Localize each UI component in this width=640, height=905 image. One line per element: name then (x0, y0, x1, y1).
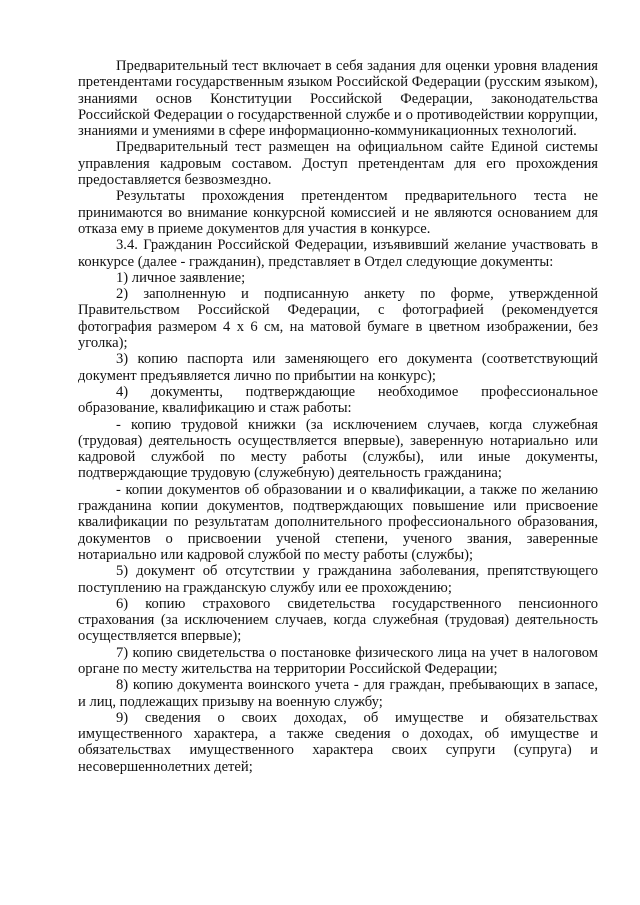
paragraph-section-3-4: 3.4. Гражданин Российской Федерации, изъявивший желание участвовать в конкурсе (далее - гражданин), представляет в Отдел следующие документы: (78, 237, 598, 270)
paragraph-test-content: Предварительный тест включает в себя задания для оценки уровня владения претендентами государственным языком Российской Федерации (русским языком), знаниями основ Конституции Российской Федерации, законодательства Российской Федерации о государственной службе и о противодействии коррупции, знаниями и умениями в сфере информационно-коммуникационных технологий. (78, 58, 598, 140)
list-subitem-work-book: - копию трудовой книжки (за исключением случаев, когда служебная (трудовая) деятельность осуществляется впервые), заверенную нотариально или кадровой службой по месту работы (службы), или иные документы, подтверждающие трудовую (служебную) деятельность гражданина; (78, 416, 598, 482)
paragraph-test-location: Предварительный тест размещен на официальном сайте Единой системы управления кадровым составом. Доступ претендентам для его прохождения предоставляется безвозмездно. (78, 139, 598, 189)
document-page (78, 58, 598, 775)
list-item-2: 2) заполненную и подписанную анкету по форме, утвержденной Правительством Российской Федерации, с фотографией (рекомендуется фотография размером 4 х 6 см, на матовой бумаге в цветном изображении, без уголка); (78, 286, 598, 352)
list-item-6: 6) копию страхового свидетельства государственного пенсионного страхования (за исключением случаев, когда служебная (трудовая) деятельность осуществляется впервые); (78, 595, 598, 645)
list-subitem-education: - копии документов об образовании и о квалификации, а также по желанию гражданина копии документов, подтверждающих повышение или присвоение квалификации по результатам дополнительного профессионального образования, документов о присвоении ученой степени, ученого звания, заверенные нотариально или кадровой службой по месту работы (службы); (78, 481, 598, 563)
list-item-8: 8) копию документа воинского учета - для граждан, пребывающих в запасе, и лиц, подлежащих призыву на военную службу; (78, 677, 598, 710)
list-item-5: 5) документ об отсутствии у гражданина заболевания, препятствующего поступлению на гражданскую службу или ее прохождению; (78, 563, 598, 596)
list-item-3: 3) копию паспорта или заменяющего его документа (соответствующий документ предъявляется лично по прибытии на конкурс); (78, 351, 598, 384)
paragraph-test-results: Результаты прохождения претендентом предварительного теста не принимаются во внимание конкурсной комиссией и не являются основанием для отказа ему в приеме документов для участия в конкурсе. (78, 188, 598, 237)
list-item-9: 9) сведения о своих доходах, об имуществе и обязательствах имущественного характера, а также сведения о доходах, об имуществе и обязательствах имущественного характера своих супруги (супруга) и несовершеннолетних детей; (78, 709, 598, 775)
list-item-1: 1) личное заявление; (116, 269, 246, 286)
list-item-4: 4) документы, подтверждающие необходимое профессиональное образование, квалификацию и стаж работы: (78, 383, 598, 417)
list-item-7: 7) копию свидетельства о постановке физического лица на учет в налоговом органе по месту жительства на территории Российской Федерации; (78, 644, 598, 677)
